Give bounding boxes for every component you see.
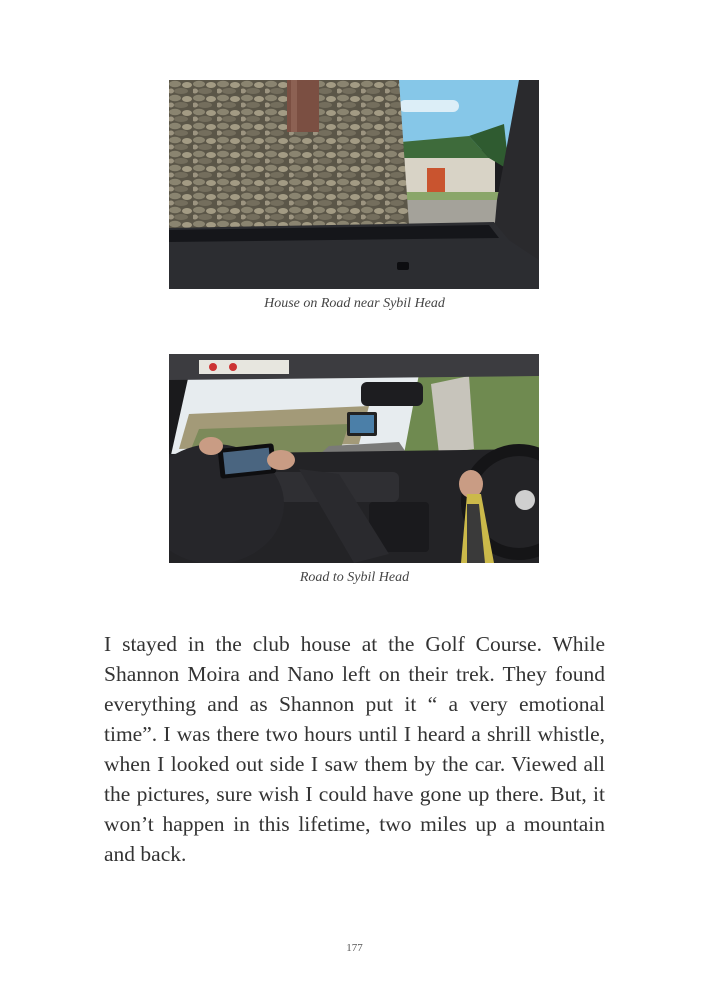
figure-photo-road: [169, 354, 539, 563]
road-photo-image: [169, 354, 539, 563]
page-number: 177: [346, 942, 363, 954]
house-photo-image: [169, 80, 539, 289]
body-paragraph: I stayed in the club house at the Golf Course. While Shannon Moira and Nano left on their trek. They found everything and as Shannon put it “ a very emotional time”. I was there two hours until I heard a shrill whistle, when I looked out side I saw them by the car. Viewed all the pictures, sure wish I could have gone up there. But, it won’t happen in this lifetime, two miles up a mountain and back.: [104, 632, 605, 866]
figure-caption-1: House on Road near Sybil Head: [264, 296, 445, 311]
figure-photo-house: [169, 80, 539, 289]
figure-caption-2: Road to Sybil Head: [299, 570, 410, 585]
